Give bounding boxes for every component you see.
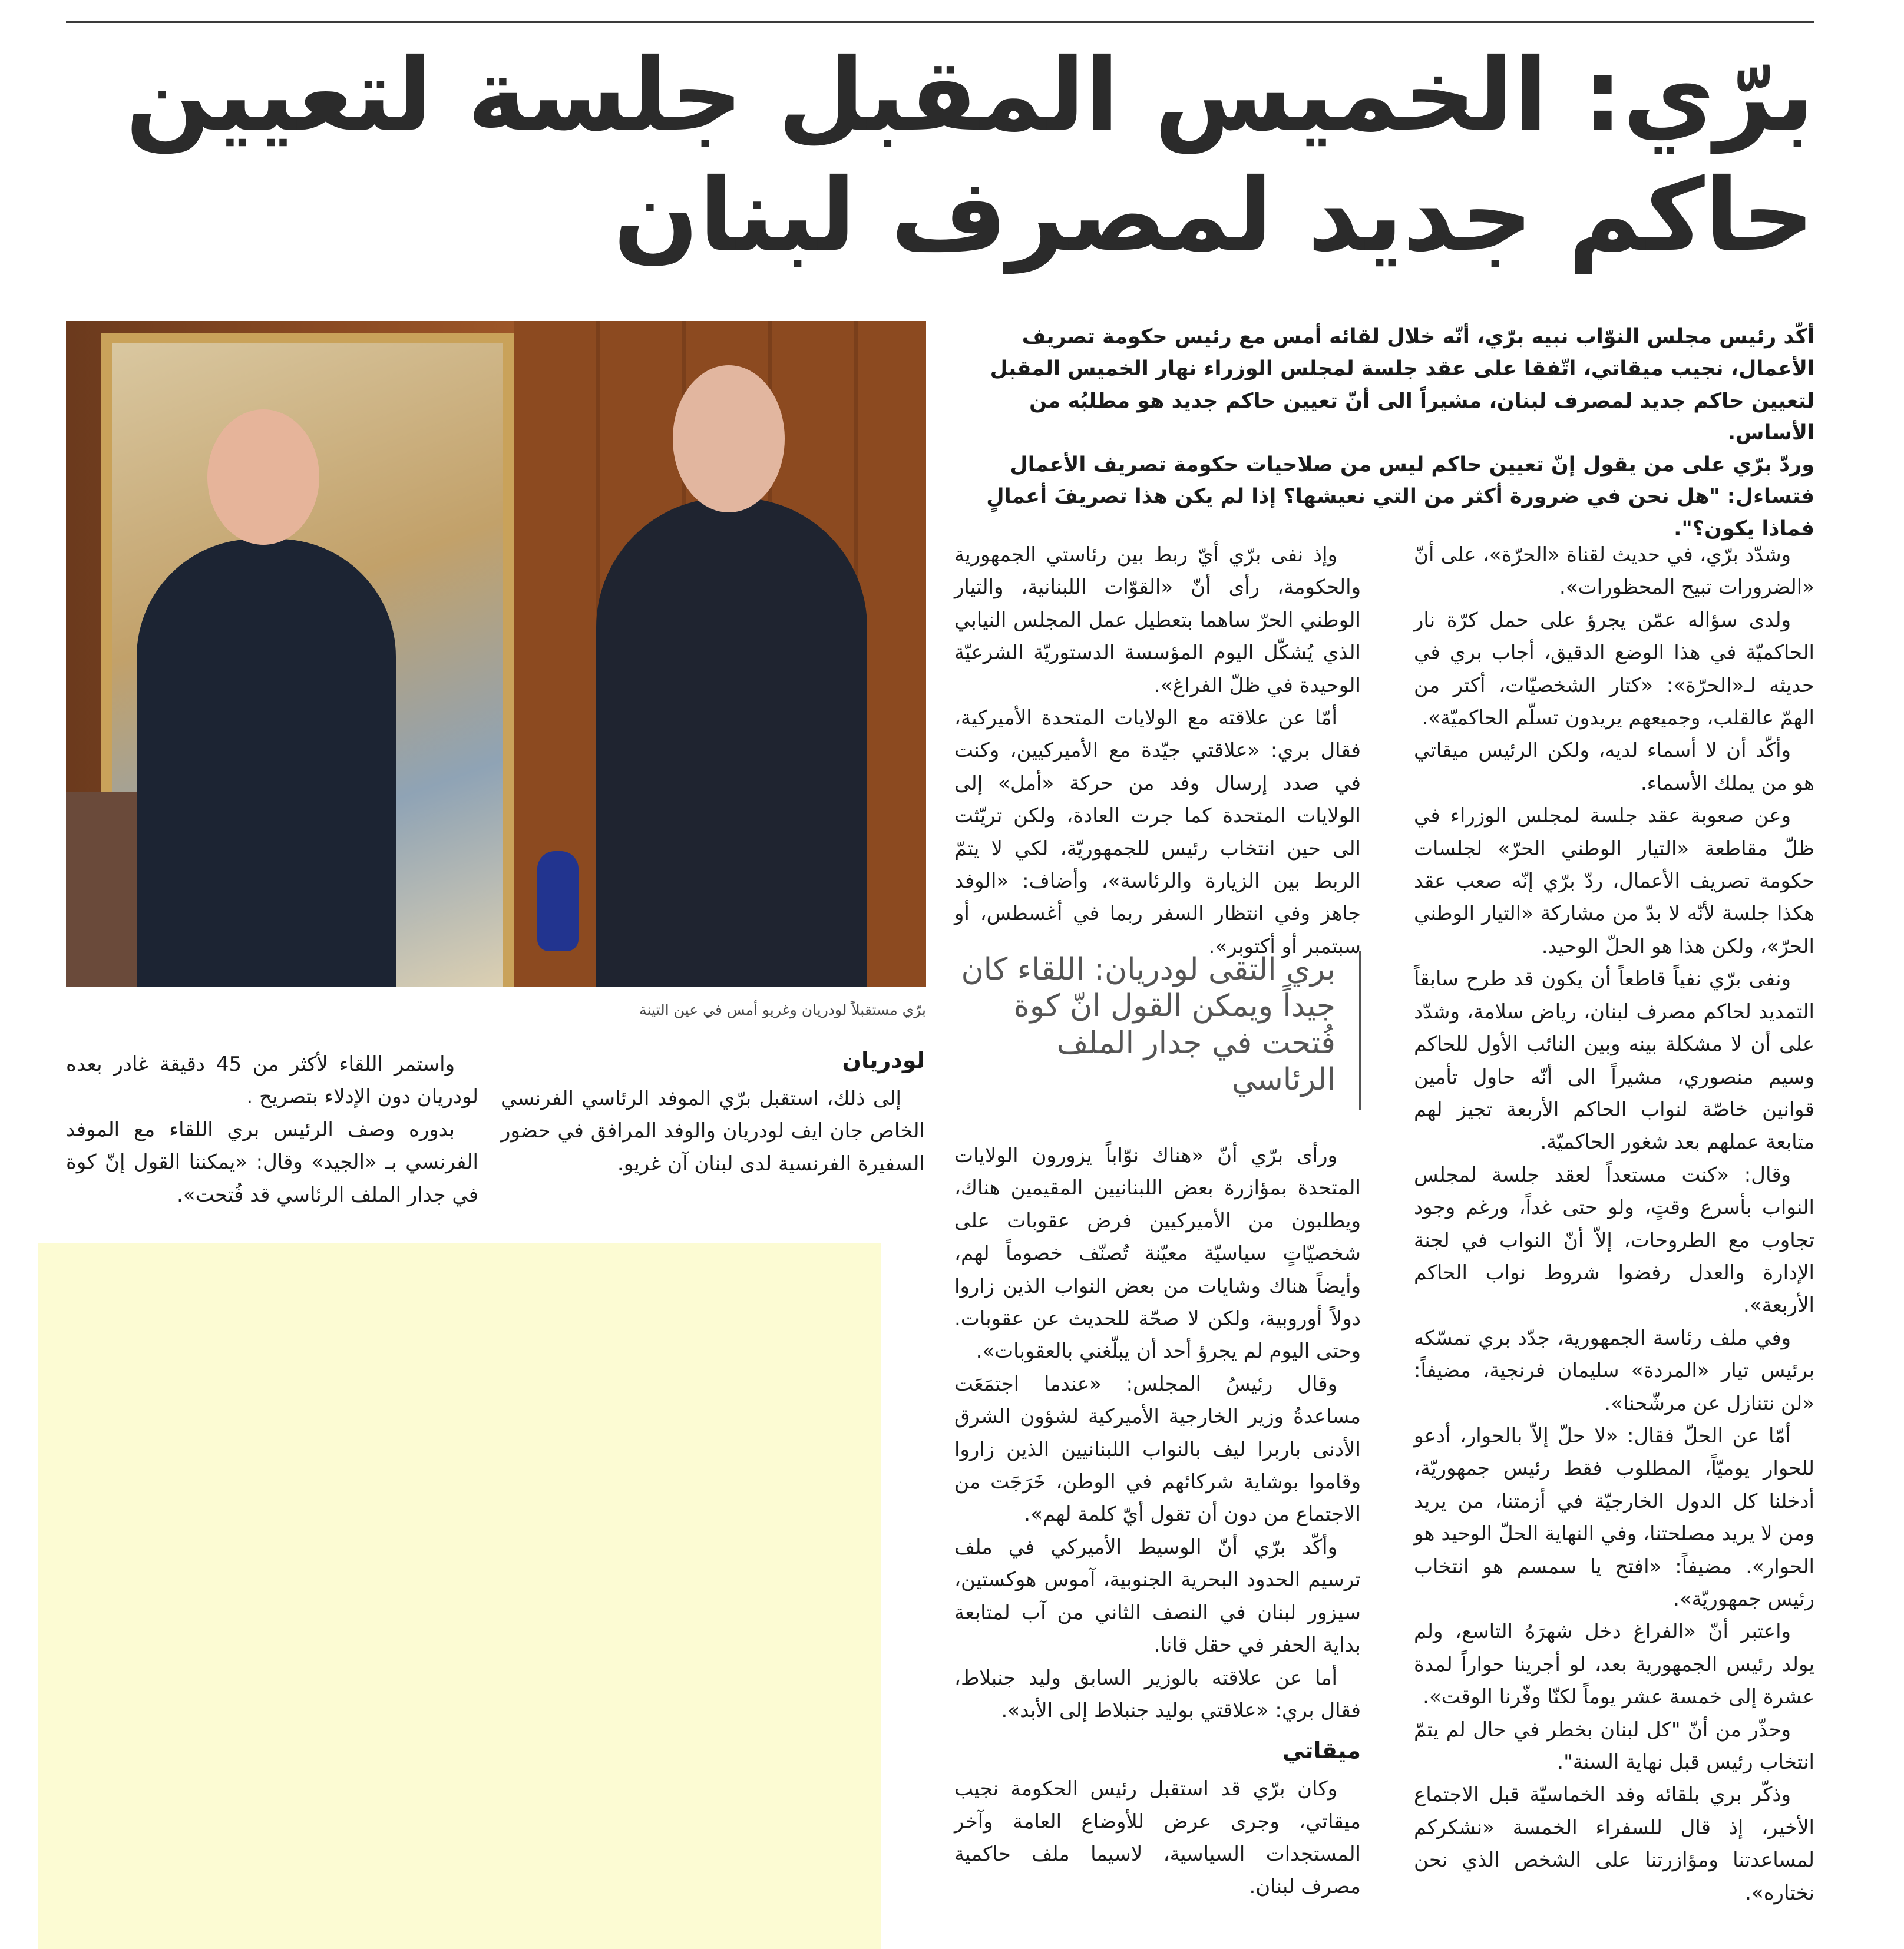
vase xyxy=(537,851,579,951)
paragraph: أمّا عن الحلّ فقال: «لا حلّ إلاّ بالحوار، أدعو للحوار يوميّاً، المطلوب فقط رئيس جمهوريّة، أدخلنا كل الدول الخارجيّة في أزمتنا، من يريد ومن لا يريد مصلحتنا، وفي النهاية الحلّ الوحيد هو الحوار». مضيفاً: «افتح يا سمسم هو انتخاب رئيس جمهوريّة». xyxy=(1414,1424,1814,1611)
person-left-head xyxy=(207,409,319,545)
paragraph: وإذ نفى برّي أيّ ربط بين رئاستي الجمهورية والحكومة، رأى أنّ «القوّات اللبنانية، والتيار الوطني الحرّ ساهما بتعطيل عمل المجلس النيابي الذي يُشكّل اليوم المؤسسة الدستوريّة الشرعيّة الوحيدة في ظلّ الفراغ». xyxy=(954,543,1361,697)
paragraph: وأكّد أن لا أسماء لديه، ولكن الرئيس ميقاتي هو من يملك الأسماء. xyxy=(1414,739,1814,795)
lead-line: وردّ برّي على من يقول إنّ تعيين حاكم ليس من صلاحيات حكومة تصريف الأعمال فتساءل: "هل نحن في ضرورة أكثر من التي نعيشها؟ إذا لم يكن هذا تصريفَ أعمالٍ فماذا يكون؟". xyxy=(986,453,1814,541)
paragraph: وعن صعوبة عقد جلسة لمجلس الوزراء في ظلّ مقاطعة «التيار الوطني الحرّ» لجلسات حكومة تصريف الأعمال، ردّ برّي إنّه صعب عقد هكذا جلسة لأنّه لا بدّ من مشاركة «التيار الوطني الحرّ»، ولكن هذا هو الحلّ الوحيد. xyxy=(1414,804,1814,958)
lodrian-section xyxy=(501,1037,925,1180)
headline: برّي: الخميس المقبل جلسة لتعيين حاكم جديد لمصرف لبنان xyxy=(125,37,1814,274)
paragraph: ولدى سؤاله عمّن يجرؤ على حمل كرّة نار الحاكميّة في هذا الوضع الدقيق، أجاب بري في حديثه لـ«الحرّة»: «كتار الشخصيّات، أكتر من الهمّ عالقلب، وجميعهم يريدون تسلّم الحاكميّة». xyxy=(1414,608,1814,730)
paragraph: وقال رئيسُ المجلس: «عندما اجتمَعَت مساعدةُ وزير الخارجية الأميركية لشؤون الشرق الأدنى باربرا ليف بالنواب اللبنانيين الذين زاروا وقاموا بوشاية شركائهم في الوطن، خَرَجَت من الاجتماع من دون أن تقول أيّ كلمة لهم». xyxy=(954,1372,1361,1527)
paragraph: إلى ذلك، استقبل برّي الموفد الرئاسي الفرنسي الخاص جان ايف لودريان والوفد المرافق في حضور السفيرة الفرنسية لدى لبنان آن غريو. xyxy=(501,1086,925,1176)
paragraph: ورأى برّي أنّ «هناك نوّاباً يزورون الولايات المتحدة بمؤازرة بعض اللبنانيين المقيمين هناك، ويطلبون من الأميركيين فرض عقوبات على شخصيّاتٍ سياسيّة معيّنة تُصنّف خصوماً لهم، وأيضاً هناك وشايات من بعض النواب الذين زاروا دولاً أوروبية، ولكن لا صحّة للحديث عن عقوبات. وحتى اليوم لم يجرؤ أحد أن يبلّغني بالعقوبات». xyxy=(954,1144,1361,1364)
paragraph: أما عن علاقته بالوزير السابق وليد جنبلاط، فقال بري: «علاقتي بوليد جنبلاط إلى الأبد». xyxy=(954,1666,1361,1722)
article-column-2-top xyxy=(954,539,1361,963)
lead-paragraph xyxy=(972,321,1814,545)
person-left xyxy=(137,539,396,987)
paragraph: بدوره وصف الرئيس بري اللقاء مع الموفد الفرنسي بـ «الجيد» وقال: «يمكننا القول إنّ كوة في جدار الملف الرئاسي قد فُتحت». xyxy=(66,1117,478,1207)
paragraph: وقال: «كنت مستعداً لعقد جلسة لمجلس النواب بأسرع وقتٍ، ولو حتى غداً، ورغم وجود تجاوب مع الطروحات، إلاّ أنّ النواب في لجنة الإدارة والعدل رفضوا شروط نواب الحاكم الأربعة». xyxy=(1414,1163,1814,1318)
article-photo xyxy=(66,321,926,987)
article-column-1 xyxy=(1414,539,1814,1910)
pull-quote: بري التقى لودريان: اللقاء كان جيداً ويمكن القول انّ كوة فُتحت في جدار الملف الرئاسي xyxy=(954,951,1361,1110)
blank-ad-space xyxy=(38,1243,881,1949)
lodrian-section-continued xyxy=(66,1048,478,1212)
person-right xyxy=(596,498,867,987)
paragraph: وكان برّي قد استقبل رئيس الحكومة نجيب ميقاتي، وجرى عرض للأوضاع العامة وآخر المستجدات السياسية، لاسيما ملف حاكمية مصرف لبنان. xyxy=(954,1777,1361,1899)
paragraph: وحذّر من أنّ "كل لبنان بخطر في حال لم يتمّ انتخاب رئيس قبل نهاية السنة". xyxy=(1414,1718,1814,1775)
paragraph: وشدّد برّي، في حديث لقناة «الحرّة»، على أنّ «الضرورات تبيح المحظورات». xyxy=(1414,543,1814,600)
paragraph: وفي ملف رئاسة الجمهورية، جدّد بري تمسّكه برئيس تيار «المردة» سليمان فرنجية، مضيفاً: «لن نتنازل عن مرشّحنا». xyxy=(1414,1326,1814,1415)
paragraph: أمّا عن علاقته مع الولايات المتحدة الأميركية، فقال بري: «علاقتي جيّدة مع الأميركيين، وكنت في صدد إرسال وفد من حركة «أمل» إلى الولايات المتحدة كما جرت العادة، ولكن تريّثت الى حين انتخاب رئيس للجمهوريّة، لكي لا يتمّ الربط بين الزيارة والرئاسة»، وأضاف: «الوفد جاهز وفي انتظار السفر ربما في أغسطس، أو سبتمبر أو أكتوبر». xyxy=(954,706,1361,958)
article-column-2-bottom xyxy=(954,1140,1361,1904)
paragraph: وذكّر بري بلقائه وفد الخماسيّة قبل الاجتماع الأخير، إذ قال للسفراء الخمسة «نشكركم لمساعدتنا ومؤازرتنا على الشخص الذي نحن نختاره». xyxy=(1414,1783,1814,1905)
lead-line: أكّد رئيس مجلس النوّاب نبيه برّي، أنّه خلال لقائه أمس مع رئيس حكومة تصريف الأعمال، نجيب ميقاتي، اتّفقا على عقد جلسة لمجلس الوزراء نهار الخميس المقبل لتعيين حاكم جديد لمصرف لبنان، مشيراً الى أنّ تعيين حاكم جديد هو مطلبُه من الأساس. xyxy=(990,325,1814,445)
top-rule xyxy=(66,21,1814,23)
paragraph: ونفى برّي نفياً قاطعاً أن يكون قد طرح سابقاً التمديد لحاكم مصرف لبنان، رياض سلامة، وشدّد على أن لا مشكلة بينه وبين النائب الأول للحاكم وسيم منصوري، مشيراً الى أنّه حاول تأمين قوانين خاصّة لنواب الحاكم الأربعة تجيز لهم متابعة عملهم بعد شغور الحاكميّة. xyxy=(1414,967,1814,1154)
person-right-head xyxy=(673,365,785,512)
photo-caption: برّي مستقبلاً لودريان وغريو أمس في عين التينة xyxy=(639,1001,926,1018)
paragraph: واستمر اللقاء لأكثر من 45 دقيقة غادر بعده لودريان دون الإدلاء بتصريح . xyxy=(66,1053,478,1109)
paragraph: واعتبر أنّ «الفراغ دخل شهرَهُ التاسع، ولم يولد رئيس الجمهورية بعد، لو أجرينا حواراً لمدة عشرة إلى خمسة عشر يوماً لكنّا وفّرنا الوقت». xyxy=(1414,1620,1814,1709)
paragraph: وأكّد برّي أنّ الوسيط الأميركي في ملف ترسيم الحدود البحرية الجنوبية، آموس هوكستين، سيزور لبنان في النصف الثاني من آب لمتابعة بداية الحفر في حقل قانا. xyxy=(954,1535,1361,1657)
subhead-miqati: ميقاتي xyxy=(1282,1738,1361,1764)
subhead-lodrian: لودريان xyxy=(842,1047,925,1073)
